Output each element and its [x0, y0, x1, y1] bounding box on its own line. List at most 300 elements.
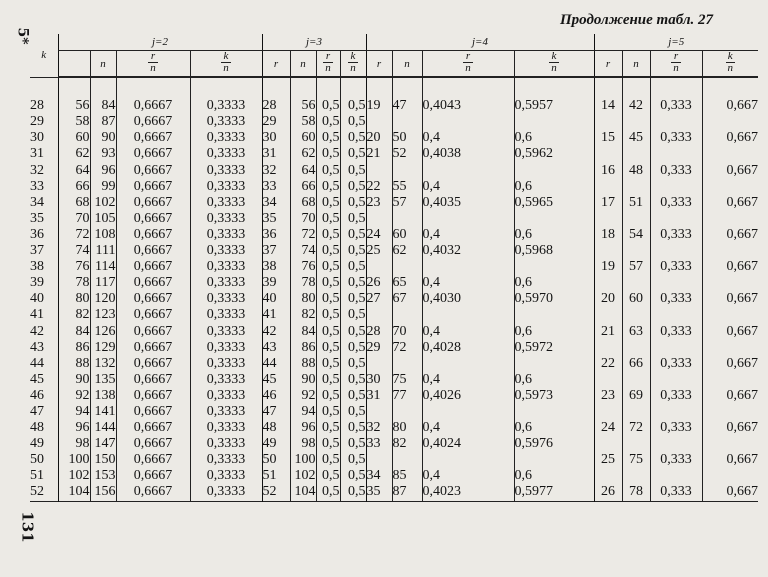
- g2-cell: 0,6667: [116, 114, 190, 130]
- g2-cell: 0,3333: [190, 130, 262, 146]
- g2-cell: 0,3333: [190, 195, 262, 211]
- g5-cell: 69: [622, 388, 650, 404]
- g2-cell: 82: [58, 307, 90, 323]
- g2-cell: 87: [90, 114, 116, 130]
- g4-cell: 31: [366, 388, 392, 404]
- g5-cell: [650, 404, 702, 420]
- g2-cell: 0,6667: [116, 372, 190, 388]
- k-cell: 30: [30, 130, 44, 146]
- fraction-denominator: n: [223, 62, 229, 75]
- g4-cell: 19: [366, 77, 392, 114]
- g2-cell: 0,3333: [190, 420, 262, 436]
- g4-cell: [366, 356, 392, 372]
- g2-cell: 0,6667: [116, 130, 190, 146]
- g5-cell: 16: [594, 163, 622, 179]
- g3-cell: 0,5: [316, 275, 340, 291]
- g4-cell: 52: [392, 146, 422, 162]
- g5-cell: [650, 275, 702, 291]
- table-row: [30, 372, 758, 388]
- g2-cell: 144: [90, 420, 116, 436]
- g3-cell: 80: [290, 291, 316, 307]
- group-header-j3: j=3: [262, 34, 366, 51]
- g4-cell: 29: [366, 340, 392, 356]
- g2-cell: 90: [90, 130, 116, 146]
- data-table: [30, 34, 758, 518]
- k-cell: 33: [30, 178, 44, 194]
- g5-cell: 0,333: [650, 324, 702, 340]
- g2-cell: 153: [90, 468, 116, 484]
- j4-r-over-n-fraction: [463, 51, 473, 74]
- g5-cell: [622, 114, 650, 130]
- table-row: [30, 484, 758, 501]
- j4-col-r-header: [366, 51, 392, 78]
- g4-cell: [366, 259, 392, 275]
- j3-col-r-header: [262, 51, 290, 78]
- g4-cell: 32: [366, 420, 392, 436]
- g5-cell: [594, 114, 622, 130]
- g3-cell: 0,5: [340, 356, 366, 372]
- g3-cell: 51: [262, 468, 290, 484]
- g3-cell: 34: [262, 195, 290, 211]
- g4-cell: 0,6: [514, 227, 594, 243]
- g4-cell: 67: [392, 291, 422, 307]
- k-cell: 50: [30, 452, 44, 468]
- continuation-title: Продолжение табл. 27: [560, 12, 714, 28]
- g3-cell: 0,5: [316, 211, 340, 227]
- g5-cell: 51: [622, 195, 650, 211]
- g3-cell: 0,5: [340, 211, 366, 227]
- table-row: [30, 163, 758, 179]
- g5-cell: 0,667: [702, 259, 758, 275]
- g4-cell: 50: [392, 130, 422, 146]
- g5-cell: [702, 307, 758, 323]
- j2-col-n-header: [90, 51, 116, 78]
- g4-cell: [422, 452, 514, 468]
- g2-cell: 105: [90, 211, 116, 227]
- g2-cell: 0,3333: [190, 291, 262, 307]
- g2-cell: 0,3333: [190, 307, 262, 323]
- g4-cell: 0,5962: [514, 146, 594, 162]
- g5-cell: [650, 146, 702, 162]
- g4-cell: 57: [392, 195, 422, 211]
- g3-cell: 66: [290, 179, 316, 195]
- g2-cell: 86: [58, 340, 90, 356]
- j3-n-label: n: [300, 57, 306, 70]
- g4-cell: 0,4032: [422, 243, 514, 259]
- g3-cell: 48: [262, 420, 290, 436]
- j5-r-over-n-fraction: [671, 51, 681, 74]
- g2-cell: 0,6667: [116, 468, 190, 484]
- g3-cell: 33: [262, 179, 290, 195]
- k-cell: 46: [30, 387, 44, 403]
- g2-cell: 70: [58, 211, 90, 227]
- g2-cell: 0,3333: [190, 114, 262, 130]
- g2-cell: 138: [90, 388, 116, 404]
- table-row: [30, 114, 758, 130]
- g4-cell: [392, 114, 422, 130]
- g4-cell: 0,6: [514, 468, 594, 484]
- g3-cell: 31: [262, 146, 290, 162]
- g2-cell: 129: [90, 340, 116, 356]
- g5-cell: [622, 404, 650, 420]
- g4-cell: 0,6: [514, 420, 594, 436]
- g5-cell: [594, 179, 622, 195]
- group-header-j2: j=2: [58, 34, 262, 51]
- g4-cell: 22: [366, 179, 392, 195]
- fraction-denominator: n: [350, 62, 356, 75]
- g3-cell: 0,5: [316, 484, 340, 501]
- g3-cell: 0,5: [316, 291, 340, 307]
- group-header-j4: j=4: [366, 34, 594, 51]
- g5-cell: 0,667: [702, 291, 758, 307]
- g5-cell: [622, 372, 650, 388]
- g3-cell: 0,5: [340, 195, 366, 211]
- g5-cell: 57: [622, 259, 650, 275]
- g5-cell: 14: [594, 77, 622, 114]
- g2-cell: 0,3333: [190, 243, 262, 259]
- g5-cell: [594, 340, 622, 356]
- fraction-denominator: n: [551, 62, 557, 75]
- g2-cell: 92: [58, 388, 90, 404]
- g3-cell: 0,5: [316, 340, 340, 356]
- g4-cell: 0,5957: [514, 77, 594, 114]
- fraction-numerator: k: [348, 51, 358, 63]
- g5-cell: 0,333: [650, 77, 702, 114]
- table-row: [30, 195, 758, 211]
- k-cell: 37: [30, 243, 44, 259]
- g3-cell: 41: [262, 307, 290, 323]
- g4-cell: 0,5976: [514, 436, 594, 452]
- g5-cell: 24: [594, 420, 622, 436]
- k-cell: 49: [30, 436, 44, 452]
- g3-cell: 82: [290, 307, 316, 323]
- g5-cell: 63: [622, 324, 650, 340]
- g5-cell: 0,667: [702, 227, 758, 243]
- g5-cell: 0,333: [650, 452, 702, 468]
- g2-cell: 80: [58, 291, 90, 307]
- g3-cell: 68: [290, 195, 316, 211]
- g2-cell: 93: [90, 146, 116, 162]
- g4-cell: [514, 404, 594, 420]
- g5-cell: [594, 436, 622, 452]
- g3-cell: 30: [262, 130, 290, 146]
- table-row: [30, 275, 758, 291]
- k-cell: 31: [30, 146, 44, 162]
- g4-cell: 20: [366, 130, 392, 146]
- g4-cell: 30: [366, 372, 392, 388]
- g4-cell: [422, 356, 514, 372]
- g4-cell: 26: [366, 275, 392, 291]
- g3-cell: 36: [262, 227, 290, 243]
- g4-cell: 0,4: [422, 130, 514, 146]
- g3-cell: 52: [262, 484, 290, 501]
- j5-n-label: n: [633, 57, 639, 70]
- g4-cell: 33: [366, 436, 392, 452]
- k-cell: 52: [30, 484, 44, 500]
- k-cell: 41: [30, 307, 44, 323]
- g5-cell: [650, 211, 702, 227]
- page-number: 131: [18, 511, 37, 543]
- g4-cell: 0,4: [422, 468, 514, 484]
- g3-cell: 0,5: [340, 468, 366, 484]
- table-row: [30, 291, 758, 307]
- g4-cell: 0,4: [422, 324, 514, 340]
- g3-cell: 88: [290, 356, 316, 372]
- table-row: [30, 340, 758, 356]
- g4-cell: 72: [392, 340, 422, 356]
- g4-cell: 28: [366, 324, 392, 340]
- g3-cell: 98: [290, 436, 316, 452]
- g5-cell: 20: [594, 291, 622, 307]
- g3-cell: 0,5: [316, 404, 340, 420]
- g5-cell: [702, 114, 758, 130]
- g5-cell: [594, 468, 622, 484]
- g4-cell: 0,4026: [422, 388, 514, 404]
- g5-cell: 18: [594, 227, 622, 243]
- g2-cell: 0,3333: [190, 211, 262, 227]
- g2-cell: 102: [90, 195, 116, 211]
- g2-cell: 0,6667: [116, 356, 190, 372]
- g3-cell: 92: [290, 388, 316, 404]
- g3-cell: 0,5: [340, 452, 366, 468]
- g2-cell: 135: [90, 372, 116, 388]
- g2-cell: 0,6667: [116, 307, 190, 323]
- g3-cell: 39: [262, 275, 290, 291]
- g2-cell: 0,6667: [116, 340, 190, 356]
- table-row: [30, 324, 758, 340]
- g4-cell: [366, 404, 392, 420]
- j5-col-r-over-n-header: [650, 51, 702, 78]
- j3-col-k-over-n-header: [340, 51, 366, 78]
- g2-cell: 0,3333: [190, 179, 262, 195]
- g5-cell: [702, 211, 758, 227]
- g2-cell: 117: [90, 275, 116, 291]
- j4-col-k-over-n-header: [514, 51, 594, 78]
- g3-cell: 64: [290, 163, 316, 179]
- g5-cell: 45: [622, 130, 650, 146]
- g4-cell: 27: [366, 291, 392, 307]
- fraction-denominator: n: [673, 62, 679, 75]
- g3-cell: 29: [262, 114, 290, 130]
- group-header-j5: j=5: [594, 34, 758, 51]
- j4-col-n-header: [392, 51, 422, 78]
- g5-cell: [702, 372, 758, 388]
- g5-cell: [622, 436, 650, 452]
- g4-cell: [366, 307, 392, 323]
- g5-cell: 23: [594, 388, 622, 404]
- g4-cell: 23: [366, 195, 392, 211]
- g4-cell: [514, 259, 594, 275]
- g5-cell: 0,667: [702, 77, 758, 114]
- g4-cell: 0,4: [422, 227, 514, 243]
- g5-cell: 25: [594, 452, 622, 468]
- g3-cell: 0,5: [340, 77, 366, 114]
- table-row: [30, 243, 758, 259]
- k-cell: 51: [30, 468, 44, 484]
- g5-cell: 0,667: [702, 420, 758, 436]
- g2-cell: 58: [58, 114, 90, 130]
- g5-cell: 21: [594, 324, 622, 340]
- g2-cell: 0,3333: [190, 324, 262, 340]
- g5-cell: 0,667: [702, 484, 758, 501]
- fraction-denominator: n: [727, 62, 733, 75]
- fraction-numerator: r: [148, 51, 158, 63]
- g3-cell: 94: [290, 404, 316, 420]
- g2-cell: 99: [90, 179, 116, 195]
- g4-cell: [514, 452, 594, 468]
- g3-cell: 0,5: [340, 436, 366, 452]
- g2-cell: 66: [58, 179, 90, 195]
- g2-cell: 0,6667: [116, 77, 190, 114]
- table-row: [30, 468, 758, 484]
- g2-cell: 60: [58, 130, 90, 146]
- table-row: [30, 130, 758, 146]
- g2-cell: 88: [58, 356, 90, 372]
- g4-cell: 47: [392, 77, 422, 114]
- g4-cell: 80: [392, 420, 422, 436]
- g2-cell: 114: [90, 259, 116, 275]
- g5-cell: [702, 179, 758, 195]
- g5-cell: 0,333: [650, 227, 702, 243]
- g4-cell: 0,5968: [514, 243, 594, 259]
- g3-cell: 0,5: [340, 404, 366, 420]
- g2-cell: 0,6667: [116, 452, 190, 468]
- g2-cell: 102: [58, 468, 90, 484]
- g4-cell: [366, 114, 392, 130]
- g4-cell: [514, 356, 594, 372]
- g3-cell: 0,5: [316, 356, 340, 372]
- g5-cell: 42: [622, 77, 650, 114]
- g4-cell: 0,6: [514, 179, 594, 195]
- g2-cell: 96: [58, 420, 90, 436]
- k-cell: 42: [30, 323, 44, 339]
- g3-cell: 44: [262, 356, 290, 372]
- g4-cell: 0,4035: [422, 195, 514, 211]
- g3-cell: 102: [290, 468, 316, 484]
- j5-r-label: r: [605, 57, 611, 70]
- g2-cell: 0,3333: [190, 356, 262, 372]
- fraction-denominator: n: [325, 62, 331, 75]
- g3-cell: 76: [290, 259, 316, 275]
- j5-k-over-n-fraction: [726, 51, 736, 74]
- g3-cell: 0,5: [316, 130, 340, 146]
- fraction-numerator: r: [671, 51, 681, 63]
- g3-cell: 60: [290, 130, 316, 146]
- g5-cell: [702, 404, 758, 420]
- g5-cell: [702, 468, 758, 484]
- g3-cell: 0,5: [340, 114, 366, 130]
- g3-cell: 0,5: [340, 324, 366, 340]
- g4-cell: 62: [392, 243, 422, 259]
- g3-cell: 0,5: [316, 452, 340, 468]
- g2-cell: 0,3333: [190, 227, 262, 243]
- j2-k-over-n-fraction: [221, 51, 231, 74]
- k-cell: 39: [30, 275, 44, 291]
- g4-cell: 0,6: [514, 372, 594, 388]
- table-row: [30, 436, 758, 452]
- g2-cell: 108: [90, 227, 116, 243]
- g5-cell: [594, 275, 622, 291]
- g5-cell: 48: [622, 163, 650, 179]
- g4-cell: 65: [392, 275, 422, 291]
- g2-cell: 0,3333: [190, 468, 262, 484]
- g2-cell: 90: [58, 372, 90, 388]
- j2-col-r-header: [58, 51, 90, 78]
- g2-cell: 0,3333: [190, 484, 262, 501]
- g5-cell: 0,333: [650, 420, 702, 436]
- g3-cell: 49: [262, 436, 290, 452]
- g4-cell: [392, 404, 422, 420]
- g5-cell: [702, 436, 758, 452]
- table-row: [30, 259, 758, 275]
- g2-cell: 0,6667: [116, 227, 190, 243]
- g2-cell: 56: [58, 77, 90, 114]
- k-cell: 34: [30, 194, 44, 210]
- g2-cell: 147: [90, 436, 116, 452]
- g4-cell: 0,4043: [422, 77, 514, 114]
- g3-cell: 0,5: [316, 163, 340, 179]
- g3-cell: 0,5: [340, 484, 366, 501]
- j2-n-label: n: [100, 57, 106, 70]
- g2-cell: 0,3333: [190, 146, 262, 162]
- g3-cell: 58: [290, 114, 316, 130]
- g5-cell: 72: [622, 420, 650, 436]
- g2-cell: 0,6667: [116, 211, 190, 227]
- g2-cell: 120: [90, 291, 116, 307]
- g4-cell: 0,4: [422, 372, 514, 388]
- g4-cell: 0,5973: [514, 388, 594, 404]
- g2-cell: 0,3333: [190, 436, 262, 452]
- j5-col-n-header: [622, 51, 650, 78]
- g3-cell: 0,5: [316, 388, 340, 404]
- g3-cell: 42: [262, 324, 290, 340]
- g2-cell: 100: [58, 452, 90, 468]
- table-row: [30, 404, 758, 420]
- g2-cell: 0,3333: [190, 372, 262, 388]
- g5-cell: 22: [594, 356, 622, 372]
- g3-cell: 50: [262, 452, 290, 468]
- g5-cell: [650, 340, 702, 356]
- g2-cell: 0,6667: [116, 291, 190, 307]
- g4-cell: [392, 211, 422, 227]
- g3-cell: 56: [290, 77, 316, 114]
- g2-cell: 0,6667: [116, 404, 190, 420]
- g5-cell: 0,667: [702, 195, 758, 211]
- g2-cell: 0,6667: [116, 146, 190, 162]
- g3-cell: 0,5: [316, 114, 340, 130]
- g3-cell: 0,5: [340, 291, 366, 307]
- g5-cell: [702, 243, 758, 259]
- g5-cell: [622, 179, 650, 195]
- fraction-numerator: r: [323, 51, 333, 63]
- g5-cell: [702, 340, 758, 356]
- table-row: [30, 420, 758, 436]
- g4-cell: [366, 163, 392, 179]
- j5-col-k-over-n-header: [702, 51, 758, 78]
- g3-cell: 0,5: [340, 420, 366, 436]
- k-cell: 36: [30, 226, 44, 242]
- g4-cell: [366, 452, 392, 468]
- g2-cell: 132: [90, 356, 116, 372]
- g4-cell: 0,4023: [422, 484, 514, 501]
- g3-cell: 0,5: [340, 275, 366, 291]
- j5-col-r-header: [594, 51, 622, 78]
- table-row: [30, 227, 758, 243]
- k-header: k: [30, 34, 58, 77]
- g4-cell: [514, 163, 594, 179]
- g4-cell: 0,6: [514, 275, 594, 291]
- g5-cell: 0,333: [650, 130, 702, 146]
